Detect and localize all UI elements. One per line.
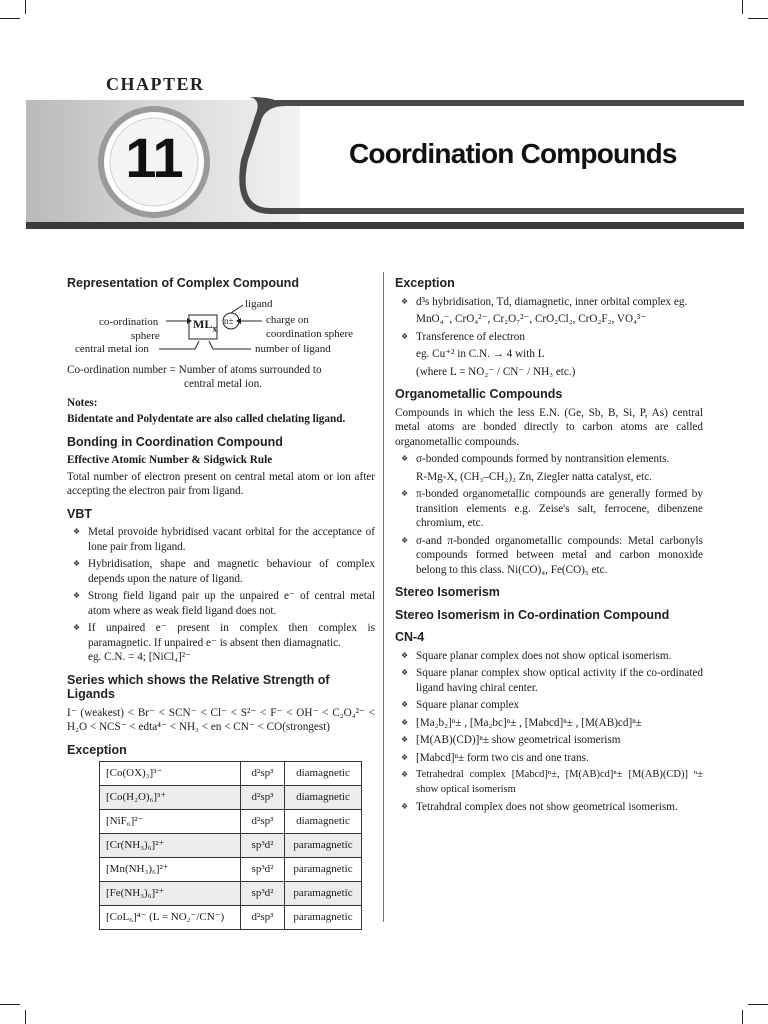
series-text: I⁻ (weakest) < Br⁻ < SCN⁻ < Cl⁻ < S²⁻ < F⁻ < OH⁻ < C₂O₄²⁻ < H₂O < NCS⁻ < edta⁴⁻ < NH₃ < en < CN⁻ < CO(strongest): [67, 706, 375, 733]
exception-formula: MnO₄⁻, CrO₄²⁻, Cr₂O₇²⁻, CrO₂Cl₂, CrO₂F₂, VO₄³⁻: [416, 313, 647, 325]
cn4-bullet: ❖ [Mabcd]ⁿ± form two cis and one trans.: [395, 751, 703, 766]
label-central-metal: central metal ion: [75, 342, 149, 355]
table-cell-magnetic: diamagnetic: [285, 786, 362, 810]
left-column: [67, 276, 375, 930]
organometallic-bullet: ❖ π-bonded organometallic compounds are generally formed by transition elements e.g. Zeise's salt, ferrocene, dibenzene chromium, etc.: [395, 487, 703, 531]
notes-text: Bidentate and Polydentate are also called chelating ligand.: [67, 413, 346, 425]
exception-heading-right: Exception: [395, 276, 455, 290]
series-heading: Series which shows the Relative Strength of Ligands: [67, 672, 330, 701]
complex-formula: $ML_x$: [193, 316, 217, 333]
exception-heading-left: Exception: [67, 742, 127, 757]
complex-formula-sub: x: [212, 322, 217, 333]
table-cell-magnetic: paramagnetic: [285, 834, 362, 858]
label-number-ligand: number of ligand: [255, 342, 331, 355]
exception-list-2: [395, 330, 703, 345]
vbt-bullet: ❖ Hybridisation, shape and magnetic behaviour of complex depends upon the nature of ligand.: [67, 557, 375, 586]
vbt-heading: VBT: [67, 506, 92, 521]
vbt-example: eg. C.N. = 4; [NiCl₄]²⁻: [88, 651, 192, 663]
organometallic-bullet: ❖ σ-bonded compounds formed by nontransition elements.: [395, 452, 703, 467]
vbt-bullet: ❖ Metal provoide hybridised vacant orbital for the acceptance of lone pair from ligand.: [67, 525, 375, 554]
label-coordination: co-ordination: [99, 315, 159, 328]
representation-heading: Representation of Complex Compound: [67, 276, 299, 290]
exception-example: eg. Cu⁺² in C.N. → 4 with L: [416, 348, 545, 360]
table-row: [100, 786, 362, 810]
organometallic-bullet: ❖ σ-and π-bonded organometallic compounds: Metal carbonyls compounds formed between metal and carbon monoxide belong to this class. Ni(CO)₄, Fe(CO)₅ etc.: [395, 534, 703, 578]
table-cell-hybridisation: sp³d²: [241, 834, 285, 858]
vbt-list: [67, 525, 375, 650]
crop-mark: [748, 1004, 768, 1005]
crop-mark: [25, 1010, 26, 1024]
cn4-list: [395, 649, 703, 815]
table-cell-magnetic: diamagnetic: [285, 810, 362, 834]
chapter-title: Coordination Compounds: [349, 138, 677, 169]
table-cell-complex: [CoL₆]⁴⁻ (L = NO₂⁻/CN⁻): [100, 906, 241, 930]
right-column: [395, 276, 703, 818]
table-cell-complex: [Cr(NH₃)₆]²⁺: [100, 834, 241, 858]
exception-where: (where L = NO₂⁻ / CN⁻ / NH₃ etc.): [416, 365, 576, 378]
ean-text: Total number of electron present on central metal atom or ion after accepting the electron pair from ligand.: [67, 470, 375, 497]
organometallic-list-2: [395, 487, 703, 577]
notes-label: Notes:: [67, 396, 98, 409]
exception-list: [395, 295, 703, 310]
table-row: [100, 810, 362, 834]
table-cell-hybridisation: sp³d²: [241, 882, 285, 906]
table-row: [100, 762, 362, 786]
crop-mark: [742, 1010, 743, 1024]
table-cell-complex: [Mn(NH₃)₆]²⁺: [100, 858, 241, 882]
table-cell-magnetic: paramagnetic: [285, 906, 362, 930]
chapter-label: CHAPTER: [106, 74, 205, 94]
table-row: [100, 906, 362, 930]
cn4-bullet: ❖ Square planar complex does not show optical isomerism.: [395, 649, 703, 664]
table-row: [100, 858, 362, 882]
cn4-bullet: ❖ Tetrahdral complex does not show geometrical isomerism.: [395, 800, 703, 815]
stereo-heading: Stereo Isomerism: [395, 585, 500, 599]
table-cell-complex: [NiF₆]²⁻: [100, 810, 241, 834]
coordination-number-definition: [67, 363, 375, 392]
cn4-bullet: ❖ [Ma₂b₂]ⁿ± , [Ma₂bc]ⁿ± , [Mabcd]ⁿ± , [M(AB)cd]ⁿ±: [395, 716, 703, 731]
label-sphere: sphere: [131, 329, 160, 342]
bonding-heading: Bonding in Coordination Compound: [67, 434, 283, 449]
table-row: [100, 834, 362, 858]
complex-diagram: [67, 295, 375, 357]
label-ligand: ligand: [245, 297, 273, 310]
stereo-coordination-heading: Stereo Isomerism in Co-ordination Compound: [395, 607, 670, 622]
table-cell-hybridisation: sp³d²: [241, 858, 285, 882]
exception-bullet: ❖ d³s hybridisation, Td, diamagnetic, inner orbital complex eg.: [395, 295, 703, 310]
table-cell-complex: [Co(OX)₃]³⁻: [100, 762, 241, 786]
ean-heading: Effective Atomic Number & Sidgwick Rule: [67, 454, 273, 466]
table-cell-hybridisation: d²sp³: [241, 762, 285, 786]
label-coordination-sphere: coordination sphere: [266, 327, 354, 340]
cn4-bullet: ❖ [M(AB)(CD)]ⁿ± show geometrical isomerism: [395, 733, 703, 748]
cn-line-2: central metal ion.: [184, 378, 262, 390]
complex-charge: n±: [224, 315, 234, 326]
cn4-bullet: ❖ Square planar complex show optical activity if the co-ordinated ligand having chiral center.: [395, 666, 703, 695]
table-cell-hybridisation: d²sp³: [241, 810, 285, 834]
table-cell-complex: [Co(H₂O)₆]³⁺: [100, 786, 241, 810]
chapter-number: 11: [125, 126, 183, 189]
cn4-heading: CN-4: [395, 630, 425, 644]
organometallic-example: R-Mg-X, (CH₃–CH₂)₂ Zn, Ziegler natta catalyst, etc.: [416, 470, 653, 483]
exception-table: [99, 761, 362, 930]
exception-bullet: ❖ Transference of electron: [395, 330, 703, 345]
organometallic-list: [395, 452, 703, 467]
table-row: [100, 882, 362, 906]
column-divider: [383, 272, 384, 922]
chapter-banner: [0, 0, 768, 240]
cn-line-1: Co-ordination number = Number of atoms surrounded to: [67, 363, 322, 376]
organometallic-text: Compounds in which the less E.N. (Ge, Sb, B, Si, P, As) central metal atoms are bonded directly to carbon atoms are called organometallic compounds.: [395, 406, 703, 448]
table-cell-magnetic: paramagnetic: [285, 858, 362, 882]
table-cell-magnetic: paramagnetic: [285, 882, 362, 906]
table-cell-magnetic: diamagnetic: [285, 762, 362, 786]
label-charge-on: charge on: [266, 313, 309, 326]
table-cell-hybridisation: d²sp³: [241, 906, 285, 930]
table-cell-complex: [Fe(NH₃)₆]²⁺: [100, 882, 241, 906]
cn4-bullet: ❖ Tetrahedral complex [Mabcd]ⁿ±, [M(AB)cd]ⁿ± [M(AB)(CD)] ⁿ± show optical isomerism: [395, 768, 703, 797]
organometallic-heading: Organometallic Compounds: [395, 387, 563, 401]
table-cell-hybridisation: d²sp³: [241, 786, 285, 810]
crop-mark: [0, 1004, 20, 1005]
cn4-bullet: ❖ Square planar complex: [395, 698, 703, 713]
vbt-bullet: ❖ If unpaired e⁻ present in complex then complex is paramagnetic. If unpaired e⁻ is absent then diamagnatic.: [67, 621, 375, 650]
vbt-bullet: ❖ Strong field ligand pair up the unpaired e⁻ of central metal atom where as weak field ligand does not.: [67, 589, 375, 618]
